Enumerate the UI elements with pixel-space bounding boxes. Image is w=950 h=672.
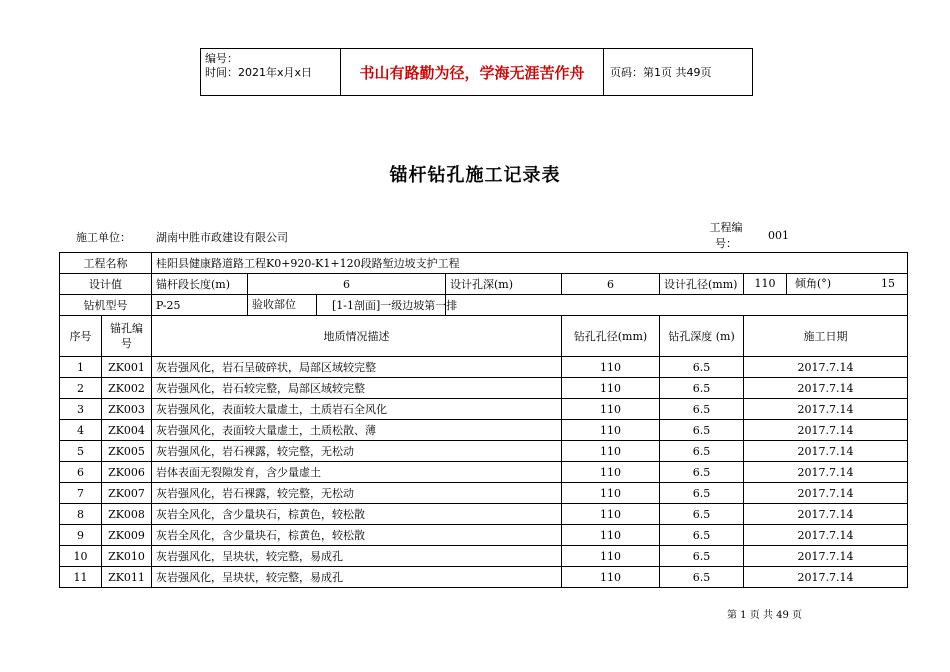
row-seq: 10 xyxy=(60,546,102,567)
document-header-box xyxy=(200,48,753,96)
row-seq: 1 xyxy=(60,357,102,378)
header-slogan: 书山有路勤为径，学海无涯苦作舟 xyxy=(341,49,604,95)
row-date: 2017.7.14 xyxy=(744,399,908,420)
page-footer: 第 1 页 共 49 页 xyxy=(727,610,802,621)
row-anchor-no: ZK003 xyxy=(102,399,152,420)
row-seq: 6 xyxy=(60,462,102,483)
col-header-depth: 钻孔深度 (m) xyxy=(660,316,744,357)
row-depth: 6.5 xyxy=(660,420,744,441)
row-anchor-no: ZK006 xyxy=(102,462,152,483)
design-value-label: 设计值 xyxy=(60,274,152,295)
row-depth: 6.5 xyxy=(660,546,744,567)
hole-diameter-angle-cell xyxy=(744,274,908,295)
row-date: 2017.7.14 xyxy=(744,420,908,441)
table-row xyxy=(60,525,908,546)
row-anchor-no: ZK001 xyxy=(102,357,152,378)
row-date: 2017.7.14 xyxy=(744,567,908,588)
table-row xyxy=(60,546,908,567)
row-anchor-no: ZK010 xyxy=(102,546,152,567)
document-time: 时间：2021年x月x日 xyxy=(205,66,313,79)
table-row xyxy=(60,567,908,588)
row-anchor-no: ZK011 xyxy=(102,567,152,588)
row-seq: 5 xyxy=(60,441,102,462)
unit-row xyxy=(0,218,950,252)
acceptance-part-label: 验收部位 xyxy=(252,295,317,315)
document-number-label: 编号： xyxy=(205,52,238,65)
table-row xyxy=(60,462,908,483)
acceptance-part-value: [1-1剖面]一级边坡第一排 xyxy=(332,299,458,312)
row-depth: 6.5 xyxy=(660,504,744,525)
row-geology: 灰岩全风化，含少量块石，棕黄色，较松散 xyxy=(152,504,562,525)
col-header-seq: 序号 xyxy=(60,316,102,357)
row-diameter: 110 xyxy=(562,504,660,525)
row-date: 2017.7.14 xyxy=(744,504,908,525)
row-date: 2017.7.14 xyxy=(744,441,908,462)
angle-value: 15 xyxy=(881,277,895,290)
row-anchor-no: ZK008 xyxy=(102,504,152,525)
row-depth: 6.5 xyxy=(660,441,744,462)
row-geology: 灰岩强风化，呈块状，较完整，易成孔 xyxy=(152,546,562,567)
row-diameter: 110 xyxy=(562,567,660,588)
row-diameter: 110 xyxy=(562,546,660,567)
row-anchor-no: ZK007 xyxy=(102,483,152,504)
row-seq: 7 xyxy=(60,483,102,504)
anchor-length-label: 锚杆段长度(m) xyxy=(152,274,248,295)
col-header-anchor-no: 锚孔编号 xyxy=(102,316,152,357)
row-seq: 2 xyxy=(60,378,102,399)
project-name-row xyxy=(60,253,908,274)
row-depth: 6.5 xyxy=(660,567,744,588)
col-header-geology: 地质情况描述 xyxy=(152,316,562,357)
rig-model-value: P-25 xyxy=(152,295,248,316)
hole-diameter-label: 设计孔径(mm) xyxy=(660,274,744,295)
project-number-value: 001 xyxy=(768,229,789,242)
row-seq: 9 xyxy=(60,525,102,546)
hole-diameter-value: 110 xyxy=(754,277,776,290)
project-name-label: 工程名称 xyxy=(60,253,152,274)
row-diameter: 110 xyxy=(562,420,660,441)
row-anchor-no: ZK009 xyxy=(102,525,152,546)
table-body xyxy=(60,357,908,588)
table-row xyxy=(60,483,908,504)
col-header-date: 施工日期 xyxy=(744,316,908,357)
rig-row xyxy=(60,295,908,316)
row-diameter: 110 xyxy=(562,483,660,504)
row-anchor-no: ZK005 xyxy=(102,441,152,462)
row-geology: 灰岩强风化，岩石较完整，局部区域较完整 xyxy=(152,378,562,399)
row-geology: 灰岩强风化，岩石裸露，较完整，无松动 xyxy=(152,483,562,504)
acceptance-part-value-cell xyxy=(332,295,908,316)
header-meta xyxy=(201,49,341,95)
table-row xyxy=(60,504,908,525)
row-depth: 6.5 xyxy=(660,462,744,483)
rig-model-label: 钻机型号 xyxy=(60,295,152,316)
construction-unit-label: 施工单位： xyxy=(76,231,131,244)
row-geology: 岩体表面无裂隙发育，含少量虚土 xyxy=(152,462,562,483)
table-row xyxy=(60,399,908,420)
row-date: 2017.7.14 xyxy=(744,378,908,399)
row-seq: 11 xyxy=(60,567,102,588)
construction-unit-value: 湖南中胜市政建设有限公司 xyxy=(156,231,288,244)
angle-label: 倾角(°) xyxy=(786,274,855,294)
row-geology: 灰岩全风化，含少量块石，棕黄色，较松散 xyxy=(152,525,562,546)
col-header-diameter: 钻孔孔径(mm) xyxy=(562,316,660,357)
row-date: 2017.7.14 xyxy=(744,525,908,546)
row-depth: 6.5 xyxy=(660,378,744,399)
row-diameter: 110 xyxy=(562,462,660,483)
row-geology: 灰岩强风化，表面较大量虚土，土质松散、薄 xyxy=(152,420,562,441)
drilling-record-table xyxy=(59,252,908,588)
row-date: 2017.7.14 xyxy=(744,462,908,483)
row-date: 2017.7.14 xyxy=(744,357,908,378)
row-geology: 灰岩强风化，呈块状，较完整，易成孔 xyxy=(152,567,562,588)
row-depth: 6.5 xyxy=(660,399,744,420)
project-number-label: 工程编号： xyxy=(709,221,743,250)
row-date: 2017.7.14 xyxy=(744,483,908,504)
header-page-number: 页码：第1页 共49页 xyxy=(610,66,712,79)
hole-depth-value: 6 xyxy=(562,274,660,295)
row-diameter: 110 xyxy=(562,399,660,420)
row-date: 2017.7.14 xyxy=(744,546,908,567)
table-row xyxy=(60,420,908,441)
row-anchor-no: ZK002 xyxy=(102,378,152,399)
row-geology: 灰岩强风化，岩石裸露，较完整，无松动 xyxy=(152,441,562,462)
table-row xyxy=(60,441,908,462)
row-diameter: 110 xyxy=(562,441,660,462)
row-anchor-no: ZK004 xyxy=(102,420,152,441)
row-diameter: 110 xyxy=(562,357,660,378)
design-values-row xyxy=(60,274,908,295)
row-depth: 6.5 xyxy=(660,483,744,504)
table-header-row xyxy=(60,316,908,357)
row-depth: 6.5 xyxy=(660,357,744,378)
row-seq: 4 xyxy=(60,420,102,441)
row-depth: 6.5 xyxy=(660,525,744,546)
row-diameter: 110 xyxy=(562,525,660,546)
table-row xyxy=(60,357,908,378)
table-row xyxy=(60,378,908,399)
row-diameter: 110 xyxy=(562,378,660,399)
hole-depth-label: 设计孔深(m) xyxy=(446,274,562,295)
row-seq: 8 xyxy=(60,504,102,525)
row-geology: 灰岩强风化，岩石呈破碎状，局部区域较完整 xyxy=(152,357,562,378)
page-title: 锚杆钻孔施工记录表 xyxy=(389,165,561,186)
row-seq: 3 xyxy=(60,399,102,420)
project-name-value: 桂阳县健康路道路工程K0+920-K1+120段路堑边坡支护工程 xyxy=(152,253,908,274)
anchor-length-value: 6 xyxy=(248,274,446,295)
row-geology: 灰岩强风化，表面较大量虚土，土质岩石全风化 xyxy=(152,399,562,420)
